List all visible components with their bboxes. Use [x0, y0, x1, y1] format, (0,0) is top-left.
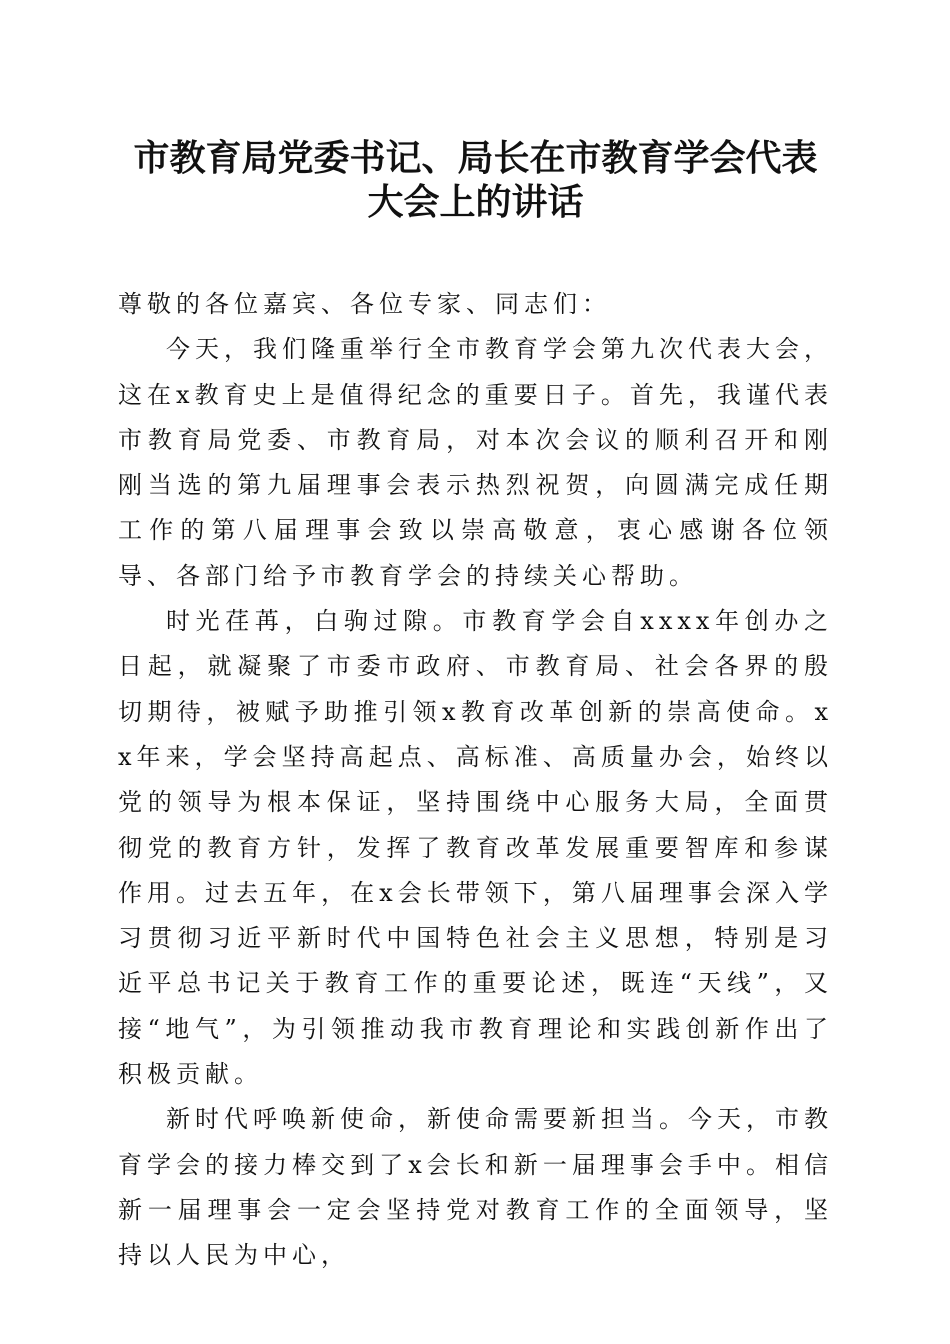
salutation: 尊敬的各位嘉宾、各位专家、同志们：: [118, 290, 611, 318]
paragraph-2: 时光荏苒，白驹过隙。市教育学会自xxxx年创办之日起，就凝聚了市委市政府、市教育局、社会各界的殷切期待，被赋予助推引领x教育改革创新的崇高使命。xx年来，学会坚持高起点、高标准、高质量办会，始终以党的领导为根本保证，坚持围绕中心服务大局，全面贯彻党的教育方针，发挥了教育改革发展重要智库和参谋作用。过去五年，在x会长带领下，第八届理事会深入学习贯彻习近平新时代中国特色社会主义思想，特别是习近平总书记关于教育工作的重要论述，既连“天线”，又接“地气”，为引领推动我市教育理论和实践创新作出了积极贡献。: [118, 607, 833, 1089]
document-body: [118, 282, 833, 1279]
paragraph-1: 今天，我们隆重举行全市教育学会第九次代表大会，这在x教育史上是值得纪念的重要日子。首先，我谨代表市教育局党委、市教育局，对本次会议的顺利召开和刚刚当选的第九届理事会表示热烈祝贺，向圆满完成任期工作的第八届理事会致以崇高敬意，衷心感谢各位领导、各部门给予市教育学会的持续关心帮助。: [118, 335, 833, 590]
document-title: 市教育局党委书记、局长在市教育学会代表大会上的讲话: [133, 137, 818, 223]
paragraph-3: 新时代呼唤新使命，新使命需要新担当。今天，市教育学会的接力棒交到了x会长和新一届理事会手中。相信新一届理事会一定会坚持党对教育工作的全面领导，坚持以人民为中心，: [118, 1105, 833, 1270]
